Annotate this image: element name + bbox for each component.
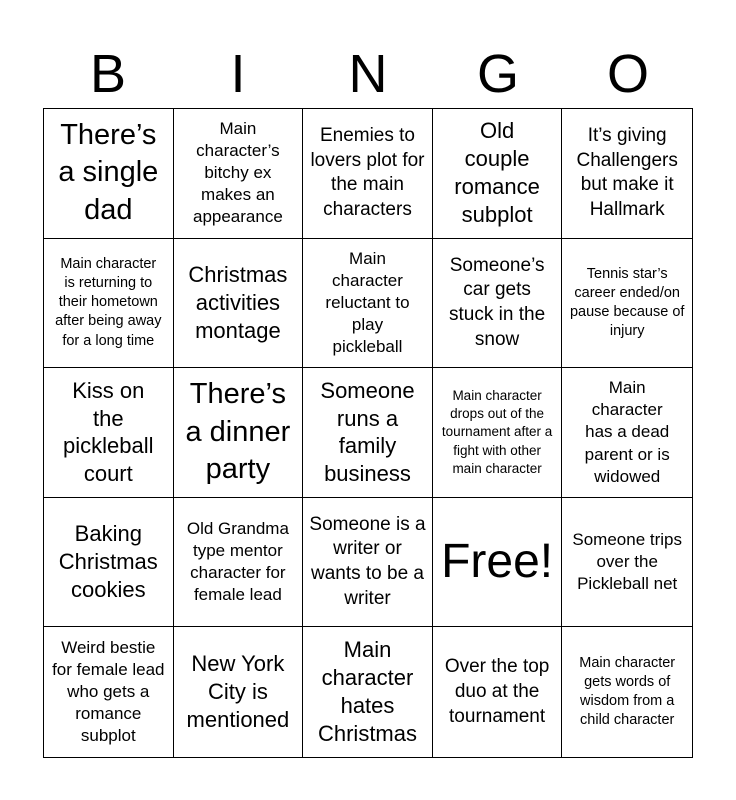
- cell-text: New York City is mentioned: [186, 651, 290, 733]
- cell-text: Someone’s car gets stuck in the snow: [449, 254, 546, 350]
- cell-text: Kiss on the pickleball court: [63, 377, 154, 487]
- cell-text: Main character’s bitchy ex makes an appearance: [192, 119, 283, 227]
- cell-text: Christmas activities montage: [188, 261, 288, 343]
- bingo-cell[interactable]: [174, 627, 304, 757]
- bingo-cell[interactable]: [174, 239, 304, 369]
- cell-text: Main character gets words of wisdom from a child character: [579, 654, 676, 729]
- bingo-cell[interactable]: [562, 109, 692, 239]
- cell-text: Old Grandma type mentor character for female lead: [186, 518, 289, 605]
- cell-text: Tennis star’s career ended/on pause because of injury: [569, 265, 685, 340]
- cell-text: Weird bestie for female lead who gets a romance subplot: [52, 637, 165, 746]
- cell-text: Over the top duo at the tournament: [444, 656, 550, 727]
- bingo-cell[interactable]: [44, 368, 174, 498]
- header-letter-n: N: [348, 44, 388, 104]
- cell-text: Main character hates Christmas: [317, 637, 417, 747]
- bingo-cell[interactable]: [303, 239, 433, 369]
- bingo-cell[interactable]: [44, 627, 174, 757]
- bingo-cell[interactable]: [562, 627, 692, 757]
- bingo-cell[interactable]: [562, 368, 692, 498]
- bingo-cell[interactable]: [174, 109, 304, 239]
- bingo-cell[interactable]: [433, 109, 563, 239]
- bingo-cell[interactable]: [44, 109, 174, 239]
- cell-text: Someone runs a family business: [320, 377, 415, 487]
- bingo-cell[interactable]: [433, 368, 563, 498]
- bingo-cell[interactable]: [562, 498, 692, 628]
- bingo-cell[interactable]: [44, 239, 174, 369]
- header-letter-g: G: [476, 44, 519, 104]
- free-space[interactable]: [433, 498, 563, 628]
- cell-text: It’s giving Challengers but make it Hallmark: [576, 124, 678, 220]
- cell-text: Main character reluctant to play pickleball: [325, 248, 410, 357]
- bingo-cell[interactable]: [303, 627, 433, 757]
- bingo-cell[interactable]: [303, 498, 433, 628]
- header-letter-i: I: [230, 44, 246, 104]
- bingo-cell[interactable]: [303, 109, 433, 239]
- free-space-label: Free!: [441, 535, 554, 589]
- cell-text: Main character has a dead parent or is widowed: [584, 378, 670, 486]
- bingo-cell[interactable]: [174, 498, 304, 628]
- bingo-header: [43, 40, 693, 108]
- cell-text: Baking Christmas cookies: [58, 521, 158, 603]
- cell-text: There’s a single dad: [58, 118, 159, 227]
- cell-text: Enemies to lovers plot for the main characters: [310, 124, 425, 220]
- cell-text: Someone trips over the Pickleball net: [572, 529, 682, 594]
- bingo-cell[interactable]: [174, 368, 304, 498]
- header-letter-o: O: [606, 44, 649, 104]
- cell-text: Main character is returning to their hometown after being away for a long time: [55, 256, 162, 349]
- cell-text: Main character drops out of the tournament after a fight with other main character: [441, 387, 553, 476]
- bingo-cell[interactable]: [433, 239, 563, 369]
- cell-text: Old couple romance subplot: [454, 118, 540, 228]
- bingo-cell[interactable]: [44, 498, 174, 628]
- cell-text: Someone is a writer or wants to be a writer: [309, 513, 426, 609]
- bingo-cell[interactable]: [562, 239, 692, 369]
- header-letter-b: B: [89, 44, 127, 104]
- bingo-board: [43, 108, 693, 758]
- bingo-cell[interactable]: [433, 627, 563, 757]
- bingo-cell[interactable]: [303, 368, 433, 498]
- cell-text: There’s a dinner party: [185, 377, 291, 486]
